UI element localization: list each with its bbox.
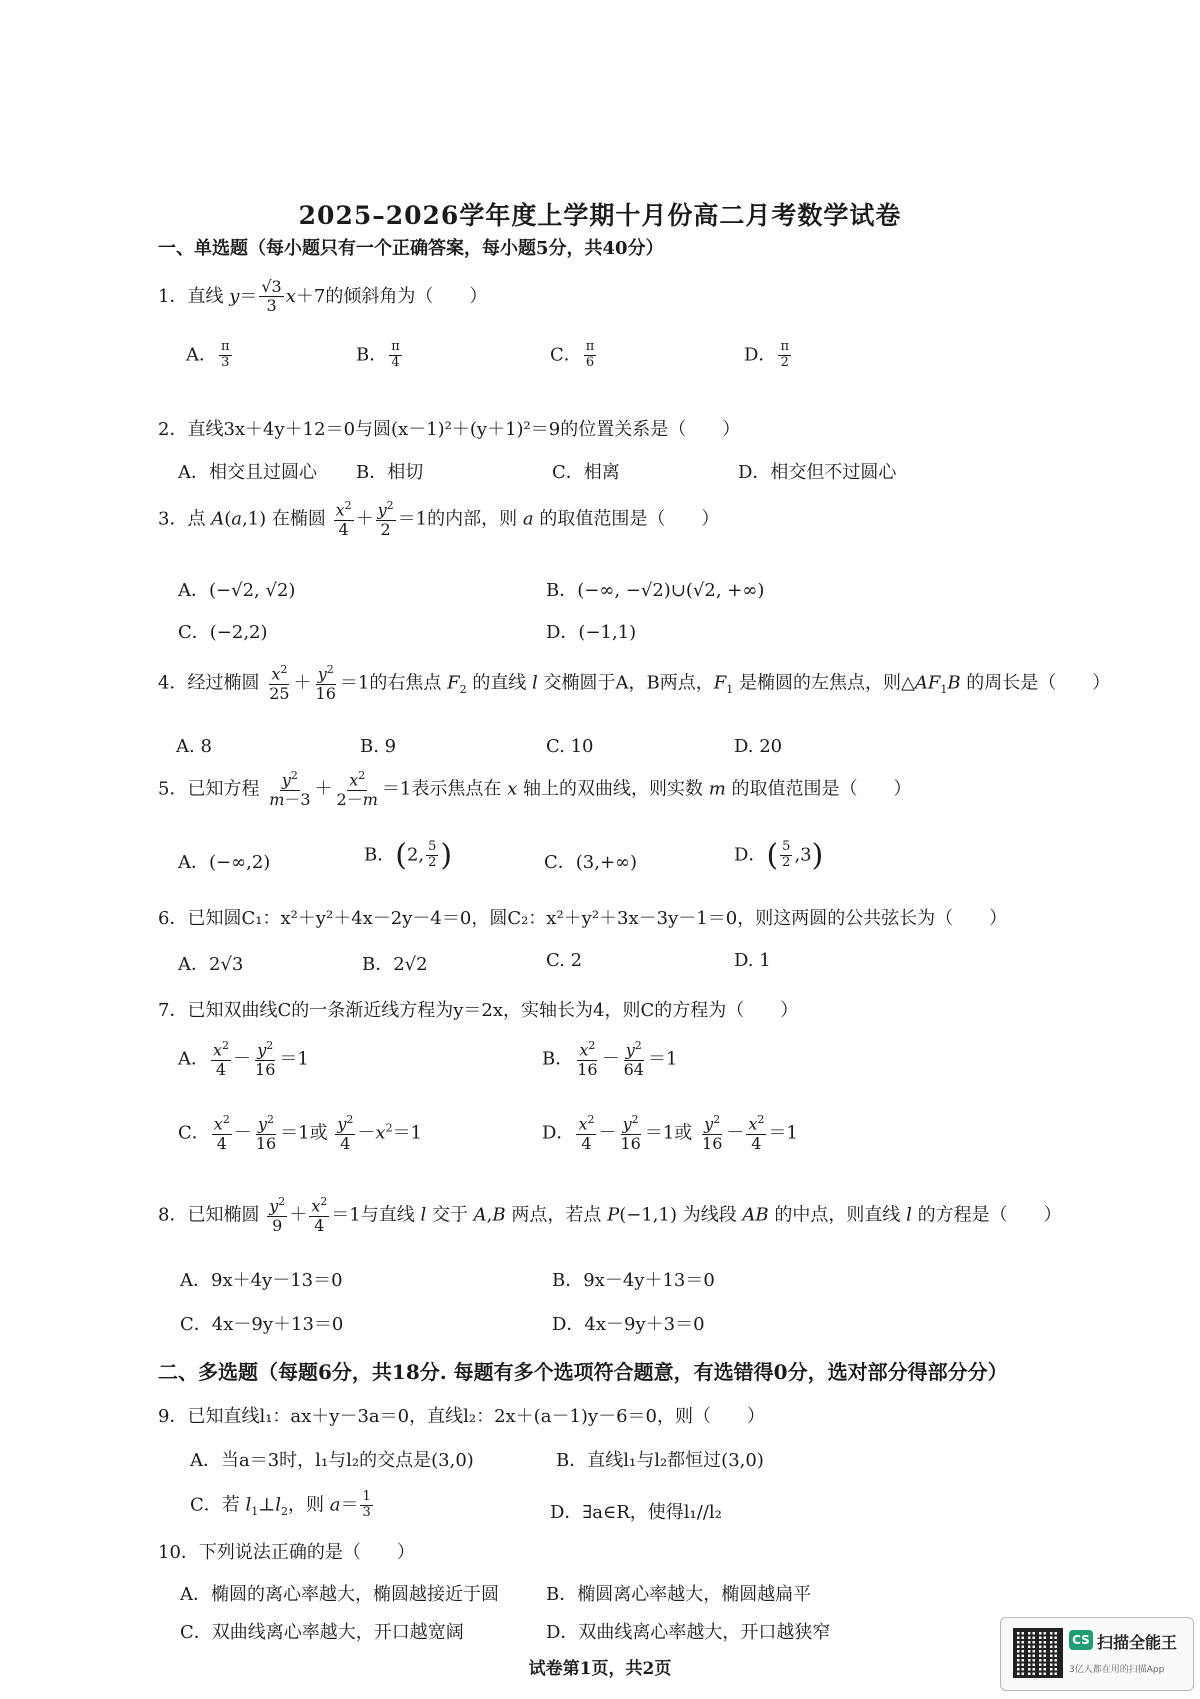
q7-option-b: B． $\frac{x^2}{16}$ － $\frac{y^2}{64}$ ＝1	[542, 1039, 678, 1079]
q8-option-c: C．4x－9y＋13＝0	[180, 1314, 344, 1335]
q3-option-c: C．(−2,2)	[178, 622, 268, 643]
q4-option-c: C. 10	[546, 736, 594, 757]
scanner-watermark-badge	[1000, 1617, 1194, 1691]
q10-option-b: B．椭圆离心率越大，椭圆越扁平	[546, 1584, 812, 1605]
q2-option-d: D．相交但不过圆心	[738, 462, 897, 483]
q7-option-c: C． $\frac{x^2}{4}$ － $\frac{y^2}{16}$ ＝1或 $\frac{y^2}{4}$ $-x^2=1$	[178, 1113, 423, 1153]
section-multiple-choice-heading: 二、多选题（每题6分，共18分. 每题有多个选项符合题意，有选错得0分，选对部分得部分分）	[158, 1360, 1008, 1384]
q6-option-a: A．2√3	[178, 954, 244, 975]
section-single-choice-heading: 一、单选题（每小题只有一个正确答案，每小题5分，共40分）	[158, 238, 664, 259]
q5-option-d: D．( $\frac{5}{2}$ ,3)	[734, 838, 824, 873]
q4-option-a: A. 8	[176, 736, 212, 757]
scanner-app-name: 扫描全能王	[1097, 1633, 1178, 1652]
qr-code-icon	[1013, 1628, 1063, 1678]
page-footer: 试卷第1页，共2页	[528, 1659, 672, 1679]
q10-option-d: D．双曲线离心率越大，开口越狭窄	[546, 1622, 831, 1643]
camscanner-logo-icon: CS	[1069, 1630, 1093, 1650]
question-1: 1．直线 y＝ $\frac{√3}{3}$ x＋7的倾斜角为（ ）	[158, 277, 488, 316]
q6-option-b: B．2√2	[362, 954, 428, 975]
q10-option-c: C．双曲线离心率越大，开口越宽阔	[180, 1622, 464, 1643]
q6-option-c: C. 2	[546, 950, 583, 971]
question-5: 5．已知方程 $\frac{y^2}{m-3}$ ＋ $\frac{x^2}{2-m}$ ＝1表示焦点在 x 轴上的双曲线，则实数 m 的取值范围是（ ）	[158, 769, 912, 809]
q9-option-a: A．当a＝3时，l₁与l₂的交点是(3,0)	[190, 1450, 474, 1471]
q9-option-d: D．∃a∈R，使得l₁//l₂	[550, 1502, 722, 1523]
q1-option-b: B． $\frac{\pi}{4}$	[356, 339, 400, 370]
q3-option-d: D．(−1,1)	[546, 622, 637, 643]
exam-title: 2025–2026学年度上学期十月份高二月考数学试卷	[298, 201, 902, 230]
question-9: 9．已知直线l₁：ax＋y－3a＝0，直线l₂：2x＋(a－1)y－6＝0，则（ ）	[158, 1406, 765, 1427]
q2-option-c: C．相离	[552, 462, 620, 483]
q9-option-b: B．直线l₁与l₂都恒过(3,0)	[556, 1450, 764, 1471]
q3-option-b: B．(−∞, −√2)∪(√2, +∞)	[546, 580, 765, 601]
q6-option-d: D. 1	[734, 950, 771, 971]
q9-option-c: C．若 $l_1\perp l_2$，则 a＝ $\frac{1}{3}$	[190, 1489, 371, 1520]
question-2: 2．直线3x＋4y＋12＝0与圆(x－1)²＋(y＋1)²＝9的位置关系是（ ）	[158, 419, 741, 440]
question-10: 10．下列说法正确的是（ ）	[158, 1542, 415, 1563]
question-6: 6．已知圆C₁：x²＋y²＋4x－2y－4＝0，圆C₂：x²＋y²＋3x－3y－1＝0，则这两圆的公共弦长为（ ）	[158, 908, 1008, 929]
q8-option-a: A．9x＋4y－13＝0	[180, 1270, 343, 1291]
q2-option-b: B．相切	[356, 462, 424, 483]
q1-option-a: A． $\frac{\pi}{3}$	[186, 339, 230, 370]
question-8: 8．已知椭圆 $\frac{y^2}{9}$ ＋ $\frac{x^2}{4}$ ＝1与直线 l 交于 A,B 两点，若点 P(−1,1) 为线段 AB 的中点，则直线 l 的方程是（ ）	[158, 1195, 1062, 1235]
q7-option-d: D． $\frac{x^2}{4}$ － $\frac{y^2}{16}$ ＝1或 $\frac{y^2}{16}$ － $\frac{x^2}{4}$ ＝1	[542, 1113, 798, 1153]
q5-option-a: A．(−∞,2)	[178, 852, 271, 873]
q4-option-b: B. 9	[360, 736, 397, 757]
q5-option-c: C．(3,+∞)	[544, 852, 638, 873]
q8-option-b: B．9x－4y＋13＝0	[552, 1270, 715, 1291]
question-3: 3．点 A(a,1) 在椭圆 $\frac{x^2}{4}$ ＋ $\frac{y^2}{2}$ ＝1的内部，则 a 的取值范围是（ ）	[158, 499, 720, 539]
q3-option-a: A．(−√2, √2)	[178, 580, 296, 601]
q7-option-a: A． $\frac{x^2}{4}$ － $\frac{y^2}{16}$ ＝1	[178, 1039, 309, 1079]
q2-option-a: A．相交且过圆心	[178, 462, 317, 483]
q10-option-a: A．椭圆的离心率越大，椭圆越接近于圆	[180, 1584, 499, 1605]
q8-option-d: D．4x－9y＋3＝0	[552, 1314, 705, 1335]
q1-option-d: D． $\frac{\pi}{2}$	[744, 339, 789, 370]
question-7: 7．已知双曲线C的一条渐近线方程为y＝2x，实轴长为4，则C的方程为（ ）	[158, 1000, 799, 1021]
question-4: 4．经过椭圆 $\frac{x^2}{25}$ ＋ $\frac{y^2}{16}$ ＝1的右焦点 $F_2$ 的直线 l 交椭圆于A，B两点，$F_1$ 是椭圆的左焦点，则$\triangle AF_1B$ 的周长是（ ）	[158, 663, 1111, 703]
scanner-app-tagline: 3亿人都在用的扫描App	[1069, 1665, 1165, 1675]
q5-option-b: B．(2, $\frac{5}{2}$ )	[364, 838, 453, 873]
q1-option-c: C． $\frac{\pi}{6}$	[550, 339, 595, 370]
q4-option-d: D. 20	[734, 736, 783, 757]
